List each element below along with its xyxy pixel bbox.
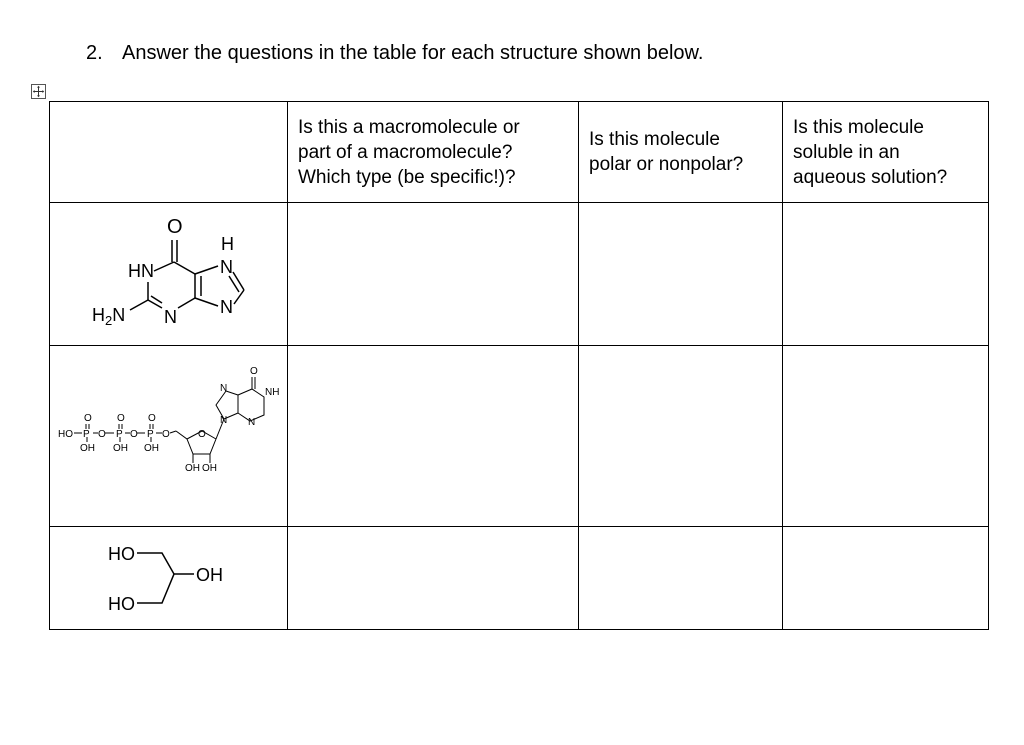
header-cell-polarity (579, 102, 783, 203)
table-row-glycerol (50, 527, 989, 630)
guanine-n-ring-label: N (164, 306, 177, 327)
atp-p2-label: P (116, 428, 123, 440)
atp-o3-label: O (148, 412, 156, 424)
answer-cell-solubility[interactable] (783, 346, 989, 527)
atp-oh3-label: OH (144, 442, 159, 454)
answer-cell-macromolecule[interactable] (288, 346, 579, 527)
answer-cell-polarity[interactable] (579, 346, 783, 527)
header-cell-structure (50, 102, 288, 203)
question-number: 2. (86, 42, 103, 64)
answer-cell-solubility[interactable] (783, 527, 989, 630)
answer-cell-macromolecule[interactable] (288, 527, 579, 630)
answer-cell-polarity[interactable] (579, 527, 783, 630)
atp-top-o-label: O (250, 365, 258, 377)
atp-na-label: N (220, 382, 228, 394)
answer-cell-macromolecule[interactable] (288, 203, 579, 346)
structure-cell-atp (50, 346, 288, 527)
atp-o1-label: O (84, 412, 92, 424)
header-cell-solubility (783, 102, 989, 203)
guanine-h2n-label: $H_2N$ (92, 304, 126, 328)
table-header-row (50, 102, 989, 203)
header-macromolecule-text: Is this a macromolecule or part of a macromolecule? Which type (be specific!)? (298, 116, 520, 188)
question-prompt (86, 42, 703, 65)
guanine-hn-label: HN (128, 260, 154, 281)
glycerol-oh-label: OH (196, 564, 223, 585)
header-polarity-text: Is this molecule polar or nonpolar? (589, 129, 744, 175)
answer-cell-polarity[interactable] (579, 203, 783, 346)
atp-ho-label: HO (58, 428, 73, 440)
guanine-n-lower-label: N (220, 296, 233, 317)
atp-p1-label: P (83, 428, 90, 440)
guanine-oxygen-label: O (167, 215, 183, 238)
table-move-handle-icon[interactable] (31, 84, 46, 99)
atp-o2-label: O (117, 412, 125, 424)
glycerol-ho1-label: HO (108, 543, 135, 564)
answer-cell-solubility[interactable] (783, 203, 989, 346)
glycerol-structure-diagram (50, 528, 286, 629)
question-text: Answer the questions in the table for each structure shown below. (122, 42, 704, 64)
atp-bridge-o1-label: O (98, 428, 106, 440)
atp-structure-diagram (50, 347, 286, 526)
answers-table (49, 101, 989, 630)
atp-oh2-label: OH (113, 442, 128, 454)
atp-nb-label: N (220, 414, 228, 426)
atp-nc-label: N (248, 416, 256, 428)
structure-cell-glycerol (50, 527, 288, 630)
table-row-guanine (50, 203, 989, 346)
atp-oh5-label: OH (202, 462, 217, 474)
atp-oh1-label: OH (80, 442, 95, 454)
table-row-atp (50, 346, 989, 527)
atp-bridge-o2-label: O (130, 428, 138, 440)
header-solubility-text: Is this molecule soluble in an aqueous solution? (793, 116, 948, 188)
atp-oh4-label: OH (185, 462, 200, 474)
atp-ribose-o-label: O (198, 428, 206, 440)
atp-p3-label: P (147, 428, 154, 440)
atp-bridge-o3-label: O (162, 428, 170, 440)
glycerol-ho2-label: HO (108, 593, 135, 614)
guanine-h-label: H (221, 233, 234, 254)
guanine-n-imidazole-label: N (220, 256, 233, 277)
header-cell-macromolecule (288, 102, 579, 203)
atp-nh-label: NH (265, 386, 280, 398)
guanine-structure-diagram (50, 204, 286, 345)
structure-cell-guanine (50, 203, 288, 346)
